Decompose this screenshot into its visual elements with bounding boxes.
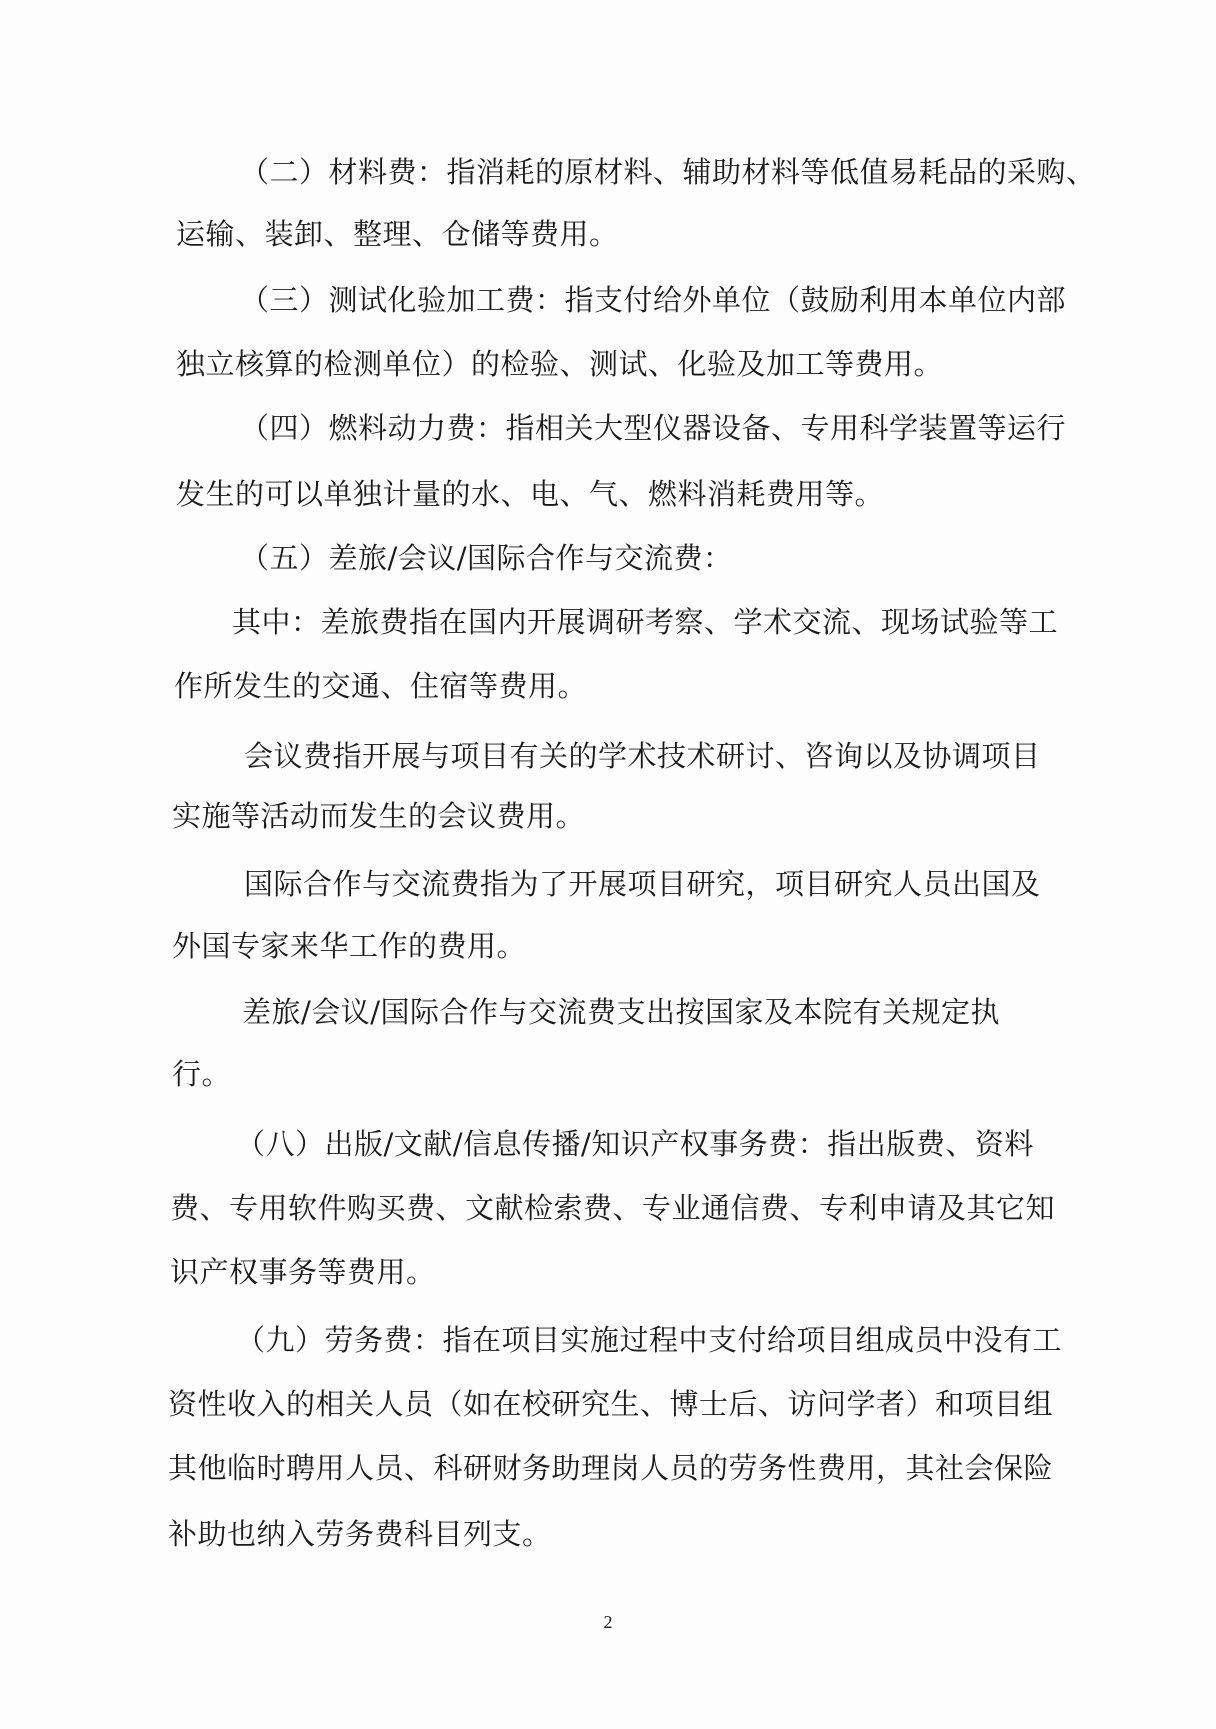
text-line: 补助也纳入劳务费科目列支。 bbox=[168, 1517, 552, 1551]
text-line: 实施等活动而发生的会议费用。 bbox=[172, 799, 586, 833]
text-line: 发生的可以单独计量的水、电、气、燃料消耗费用等。 bbox=[176, 477, 885, 511]
text-line: （二）材料费：指消耗的原材料、辅助材料等低值易耗品的采购、 bbox=[240, 155, 1096, 189]
text-line: 差旅/会议/国际合作与交流费支出按国家及本院有关规定执 bbox=[242, 995, 1001, 1029]
text-line: 费、专用软件购买费、文献检索费、专业通信费、专利申请及其它知 bbox=[170, 1191, 1056, 1225]
text-line: 其他临时聘用人员、科研财务助理岗人员的劳务性费用，其社会保险 bbox=[168, 1451, 1054, 1485]
text-line: 运输、装卸、整理、仓储等费用。 bbox=[176, 217, 619, 251]
text-line: （三）测试化验加工费：指支付给外单位（鼓励利用本单位内部 bbox=[240, 283, 1067, 317]
text-line: 作所发生的交通、住宿等费用。 bbox=[174, 669, 588, 703]
text-line: 独立核算的检测单位）的检验、测试、化验及加工等费用。 bbox=[176, 347, 944, 381]
text-line: 外国专家来华工作的费用。 bbox=[172, 929, 527, 963]
text-line: （五）差旅/会议/国际合作与交流费： bbox=[240, 541, 733, 575]
page-number: 2 bbox=[603, 1612, 613, 1632]
text-line: 国际合作与交流费指为了开展项目研究，项目研究人员出国及 bbox=[244, 867, 1041, 901]
text-line: （八）出版/文献/信息传播/知识产权事务费：指出版费、资料 bbox=[236, 1127, 1034, 1161]
text-line: （九）劳务费：指在项目实施过程中支付给项目组成员中没有工 bbox=[236, 1323, 1063, 1357]
text-line: 其中：差旅费指在国内开展调研考察、学术交流、现场试验等工 bbox=[232, 605, 1059, 639]
text-line: 会议费指开展与项目有关的学术技术研讨、咨询以及协调项目 bbox=[244, 739, 1041, 773]
text-line: （四）燃料动力费：指相关大型仪器设备、专用科学装置等运行 bbox=[240, 411, 1067, 445]
text-line: 行。 bbox=[172, 1057, 232, 1091]
text-line: 资性收入的相关人员（如在校研究生、博士后、访问学者）和项目组 bbox=[168, 1387, 1054, 1421]
text-line: 识产权事务等费用。 bbox=[170, 1255, 436, 1289]
